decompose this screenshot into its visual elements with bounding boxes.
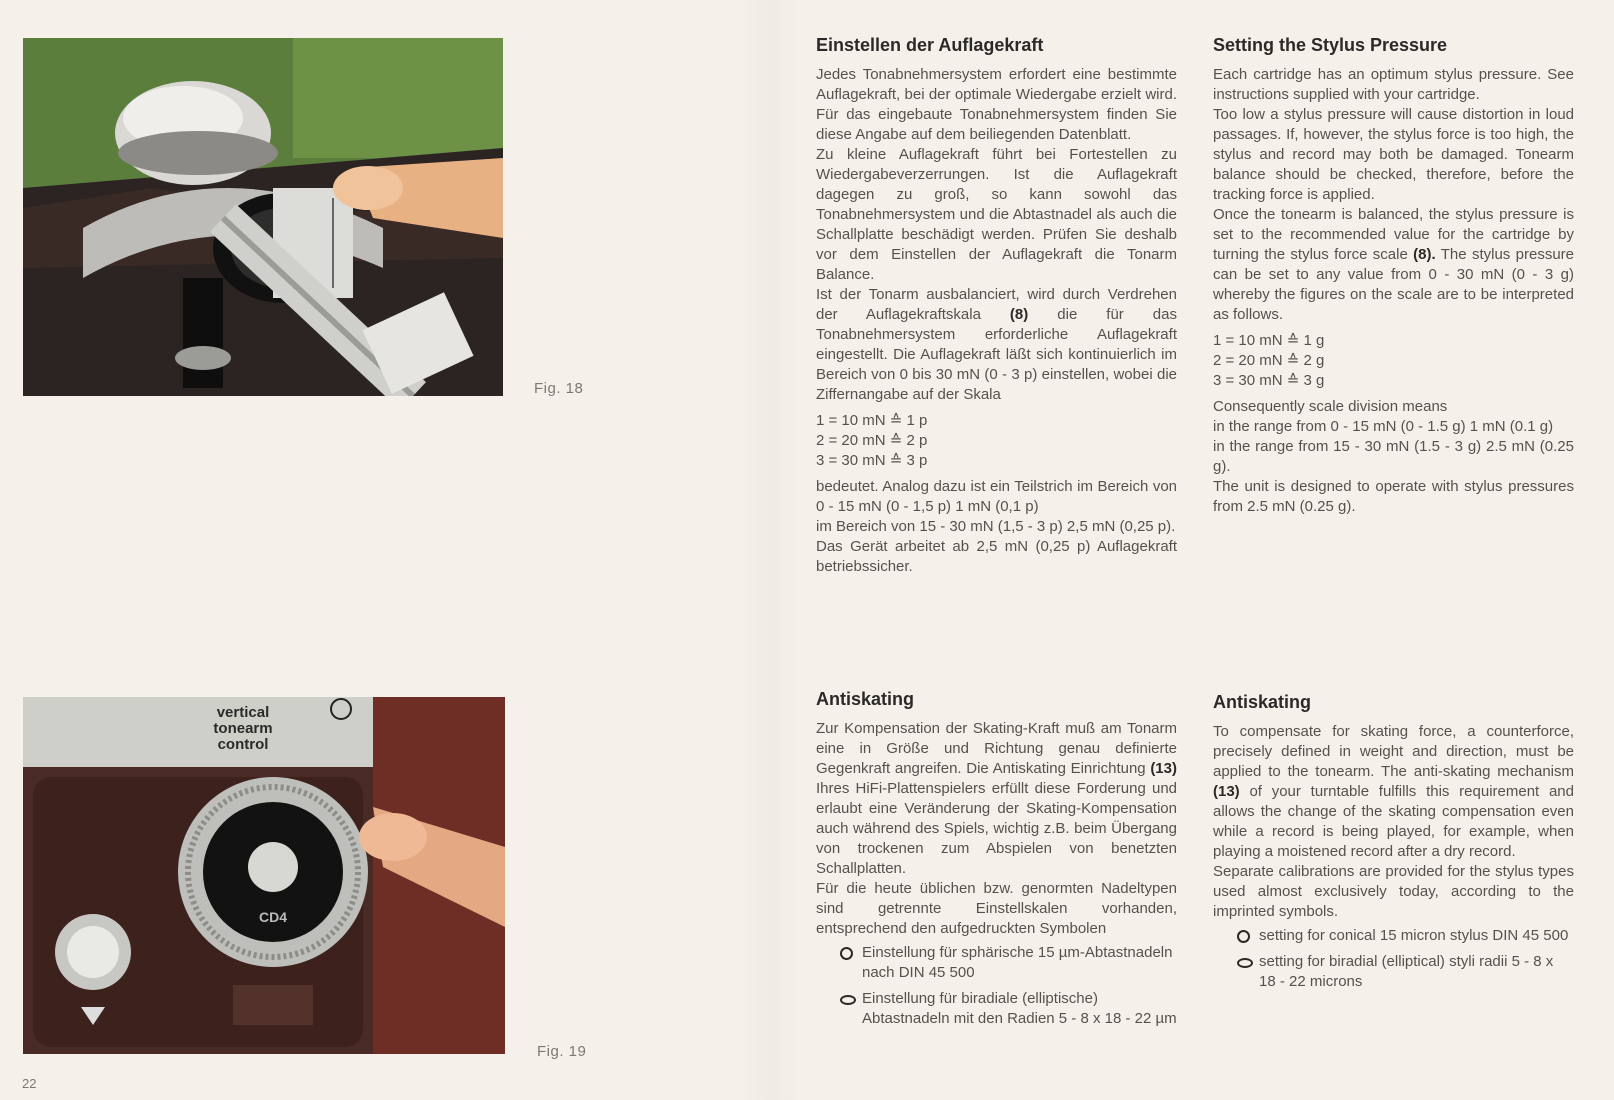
conical-stylus-symbol-icon xyxy=(1237,930,1250,943)
en-stylus-section xyxy=(1213,34,1574,517)
en-antiskating-p2: Separate calibrations are provided for the stylus types used almost exclusively today, according to the imprinted symbols. xyxy=(1213,863,1574,920)
de-stylus-section xyxy=(816,34,1177,577)
figure-19-label-2: tonearm xyxy=(213,720,273,737)
en-antiskating-section xyxy=(1213,691,1574,998)
en-antiskating-heading: Antiskating xyxy=(1213,692,1312,712)
de-antiskating-ref-13: (13) xyxy=(1150,760,1177,777)
en-stylus-heading: Setting the Stylus Pressure xyxy=(1213,35,1448,55)
figure-19-label-1: vertical xyxy=(216,704,270,721)
en-stylus-p4: Consequently scale division means xyxy=(1213,398,1448,415)
de-stylus-p4: bedeutet. Analog dazu ist ein Teilstrich im Bereich von 0 - 15 mN (0 - 1,5 p) 1 mN (0,1 p) xyxy=(816,478,1177,515)
page-gutter xyxy=(740,0,800,1100)
de-antiskating-list xyxy=(840,943,1177,1029)
en-stylus-p5: in the range from 0 - 15 mN (0 - 1.5 g) 1 mN (0.1 g) xyxy=(1213,418,1554,435)
de-stylus-ref-8: (8) xyxy=(1009,306,1029,323)
figure-19-photo xyxy=(23,697,505,1054)
de-stylus-p3: Ist der Tonarm ausbalanciert, wird durch Verdrehen der Auflagekraftskala (8) die für das Tonabnehmersystem erforderliche Auflagekraft eingestellt. Die Auflagekraft läßt sich kontinuierlich im Bereich von 0 bis 30 mN (0 - 3 p) einstellen, wobei die Ziffernangabe auf der Skala xyxy=(816,286,1177,403)
de-antiskating-p1: Zur Kompensation der Skating-Kraft muß am Tonarm eine in Größe und Richtung genau definierte Gegenkraft angreifen. Die Antiskating Einrichtung (13) Ihres HiFi-Plattenspielers erfüllt diese Forderung und erlaubt eine Veränderung der Skating-Kompensation auch während des Spiels, wichtig z.B. beim Übergang von trockenen zum Abspielen von benetzten Schallplatten. xyxy=(816,720,1177,877)
de-stylus-p2: Zu kleine Auflagekraft führt bei Fortestellen zu Wiedergabeverzerrungen. Ist die Auflagekraft dagegen zu groß, so kann sowohl das Tonabnehmersystem und die Abtastnadel als auch die Schallplatte beschädigt werden. Prüfen Sie deshalb vor dem Einstellen der Auflagekraft die Tonarm Balance. xyxy=(816,146,1177,283)
list-item: setting for biradial (elliptical) styli radii 5 - 8 x 18 - 22 microns xyxy=(1237,952,1574,992)
de-stylus-p5: im Bereich von 15 - 30 mN (1,5 - 3 p) 2,5 mN (0,25 p). xyxy=(816,518,1176,535)
de-antiskating-heading: Antiskating xyxy=(816,689,915,709)
elliptical-stylus-symbol-icon xyxy=(1237,958,1253,968)
en-stylus-ref-8: (8). xyxy=(1413,246,1436,263)
en-stylus-p6: in the range from 15 - 30 mN (1.5 - 3 g) 2.5 mN (0.25 g). xyxy=(1213,438,1574,475)
de-antiskating-p2: Für die heute üblichen bzw. genormten Nadeltypen sind getrennte Einstellskalen vorhanden, entsprechend den aufgedruckten Symbolen xyxy=(816,880,1177,937)
en-stylus-equivalences: 1 = 10 mN ≙ 1 g 2 = 20 mN ≙ 2 g 3 = 30 mN ≙ 3 g xyxy=(1213,332,1325,389)
list-item: setting for conical 15 micron stylus DIN 45 500 xyxy=(1237,926,1574,946)
figure-18-photo xyxy=(23,38,503,396)
figure-19-caption: Fig. 19 xyxy=(537,1043,587,1060)
de-stylus-p6: Das Gerät arbeitet ab 2,5 mN (0,25 p) Auflagekraft betriebssicher. xyxy=(816,538,1177,575)
list-item: Einstellung für sphärische 15 µm-Abtastnadeln nach DIN 45 500 xyxy=(840,943,1177,983)
en-antiskating-p1: To compensate for skating force, a counterforce, precisely defined in weight and direction, must be applied to the tonearm. The anti-skating mechanism (13) of your turntable fulfills this requirement and allows the change of the skating compensation even while a record is being played, for example, when playing a moistened record after a dry record. xyxy=(1213,723,1574,860)
page-number: 22 xyxy=(22,1076,37,1091)
de-antiskating-section xyxy=(816,688,1177,1035)
list-item: Einstellung für biradiale (elliptische) Abtastnadeln mit den Radien 5 - 8 x 18 - 22 µm xyxy=(840,989,1177,1029)
elliptical-stylus-symbol-icon xyxy=(840,995,856,1005)
en-antiskating-ref-13: (13) xyxy=(1213,783,1240,800)
en-stylus-p3: Once the tonearm is balanced, the stylus pressure is set to the recommended value for the cartridge by turning the stylus force scale (8). The stylus pressure can be set to any value from 0 - 30 mN (0 - 3 g) whereby the figures on the scale are to be interpreted as follows. xyxy=(1213,206,1574,323)
de-stylus-heading: Einstellen der Auflagekraft xyxy=(816,35,1044,55)
en-stylus-p2: Too low a stylus pressure will cause distortion in loud passages. If, however, the stylus force is too high, the stylus and record may both be damaged. Tonearm balance should be checked, therefore, before the tracking force is applied. xyxy=(1213,106,1574,203)
en-stylus-p1: Each cartridge has an optimum stylus pressure. See instructions supplied with your cartridge. xyxy=(1213,66,1574,103)
de-stylus-equivalences: 1 = 10 mN ≙ 1 p 2 = 20 mN ≙ 2 p 3 = 30 mN ≙ 3 p xyxy=(816,412,928,469)
conical-stylus-symbol-icon xyxy=(840,947,853,960)
figure-18-caption: Fig. 18 xyxy=(534,380,584,397)
figure-19-dial-text: CD4 xyxy=(258,909,288,925)
en-stylus-p7: The unit is designed to operate with stylus pressures from 2.5 mN (0.25 g). xyxy=(1213,478,1574,515)
de-stylus-p1: Jedes Tonabnehmersystem erfordert eine bestimmte Auflagekraft, bei der optimale Wiedergabe erzielt wird. Für das eingebaute Tonabnehmersystem finden Sie diese Angabe auf dem beiliegenden Datenblatt. xyxy=(816,66,1177,143)
en-antiskating-list xyxy=(1237,926,1574,992)
figure-19-label-3: control xyxy=(217,736,269,753)
